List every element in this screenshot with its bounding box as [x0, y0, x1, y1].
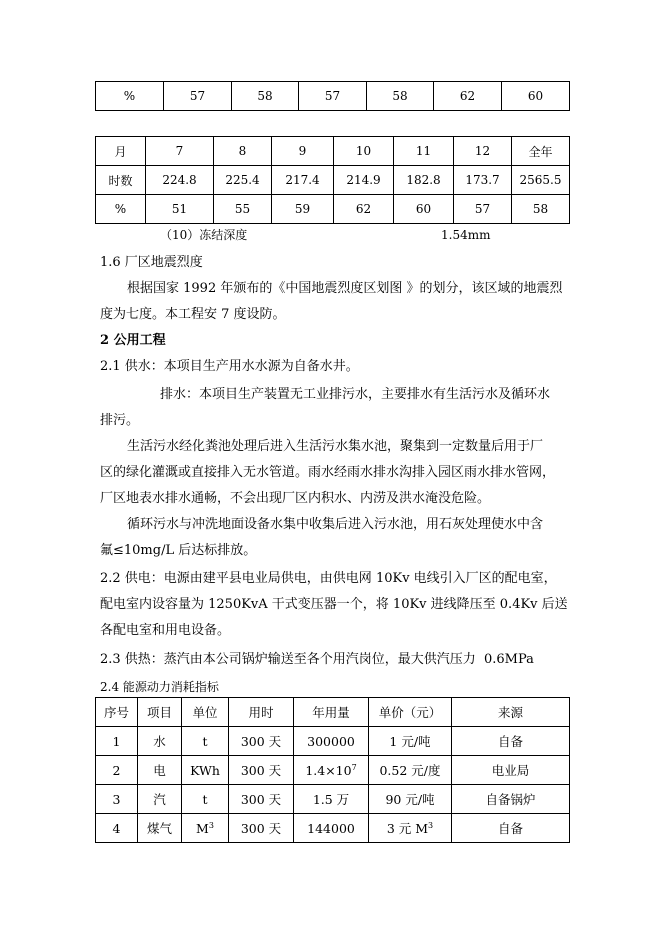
table-row [96, 727, 570, 756]
paragraph-line: 区的绿化灌溉或直接排入无水管道。雨水经雨水排水沟排入园区雨水排水管网， [100, 465, 556, 480]
table-cell: 煤气 [138, 814, 182, 843]
steam-pressure-value: 0.6MPa [484, 652, 534, 667]
table-cell: 57 [454, 195, 512, 224]
table-cell: 1 元/吨 [369, 727, 452, 756]
unit-base: M [196, 820, 209, 836]
paragraph-line: 配电室内设容量为 1250KvA 干式变压器一个，将 10Kv 进线降压至 0.4Kv 后送 [100, 597, 568, 612]
table-header-cell: 项目 [138, 698, 182, 727]
table-header-cell: 8 [214, 137, 272, 166]
table-cell: % [96, 82, 164, 111]
table-cell: 51 [146, 195, 214, 224]
table-row [96, 195, 570, 224]
table-cell: 173.7 [454, 166, 512, 195]
table-cell: 自备 [452, 814, 570, 843]
paragraph-line: 各配电室和用电设备。 [100, 623, 231, 638]
price-exponent: 3 [428, 820, 434, 830]
table-cell: 62 [334, 195, 394, 224]
table-cell: 57 [164, 82, 232, 111]
table-cell: t [182, 785, 229, 814]
table-cell: 55 [214, 195, 272, 224]
table-cell: 自备 [452, 727, 570, 756]
paragraph-line: 2.2 供电：电源由建平县电业局供电，由供电网 10Kv 电线引入厂区的配电室， [100, 571, 557, 586]
table-cell: 1 [96, 727, 138, 756]
table-header-cell: 年用量 [294, 698, 369, 727]
table-cell: 62 [434, 82, 502, 111]
table-cell: 182.8 [394, 166, 454, 195]
table-header-cell: 11 [394, 137, 454, 166]
table-cell: 1.5 万 [294, 785, 369, 814]
table-cell: 300 天 [229, 785, 294, 814]
section-heading-2: 2 公用工程 [100, 333, 166, 348]
table-header-cell: 来源 [452, 698, 570, 727]
table-cell: % [96, 195, 146, 224]
table-row [96, 756, 570, 785]
table-cell [369, 814, 452, 843]
table-cell: 224.8 [146, 166, 214, 195]
table-cell: 90 元/吨 [369, 785, 452, 814]
table-cell: 300 天 [229, 727, 294, 756]
table-cell: 4 [96, 814, 138, 843]
table-cell: 225.4 [214, 166, 272, 195]
table-cell: 3 [96, 785, 138, 814]
annual-base: 1.4×10 [305, 762, 352, 778]
table-row [96, 698, 570, 727]
table-row [96, 814, 570, 843]
frost-depth-label: （10）冻结深度 [160, 228, 248, 242]
paragraph-line: 厂区地表水排水通畅，不会出现厂区内积水、内涝及洪水淹没危险。 [100, 491, 491, 506]
table-cell: t [182, 727, 229, 756]
table-cell: 59 [272, 195, 334, 224]
paragraph-line: 2.1 供水：本项目生产用水水源为自备水井。 [100, 359, 359, 374]
table-cell: 300 天 [229, 814, 294, 843]
table-row [96, 82, 570, 111]
table-cell: 水 [138, 727, 182, 756]
table-header-cell: 9 [272, 137, 334, 166]
paragraph-line: 氟≤10mg/L 后达标排放。 [100, 543, 257, 558]
table-header-cell: 月 [96, 137, 146, 166]
table-cell: 214.9 [334, 166, 394, 195]
table-cell: 2565.5 [512, 166, 570, 195]
table-cell: 57 [299, 82, 367, 111]
paragraph-line: 2.3 供热：蒸汽由本公司锅炉输送至各个用汽岗位，最大供汽压力 [100, 652, 476, 667]
table-cell: 60 [502, 82, 570, 111]
humidity-table-continued [95, 81, 570, 111]
paragraph-line: 循环污水与冲洗地面设备水集中收集后进入污水池，用石灰处理使水中含 [127, 517, 544, 532]
table-cell: 电 [138, 756, 182, 785]
table-cell: 58 [367, 82, 434, 111]
table-header-cell: 全年 [512, 137, 570, 166]
table-cell: 58 [512, 195, 570, 224]
price-base: 3 元 M [386, 821, 429, 836]
table-cell: 60 [394, 195, 454, 224]
unit-exponent: 3 [208, 820, 214, 830]
table-cell [182, 814, 229, 843]
table-cell: 2 [96, 756, 138, 785]
table-cell: 58 [232, 82, 299, 111]
annual-exponent: 7 [351, 762, 357, 772]
table-header-cell: 序号 [96, 698, 138, 727]
table-header-cell: 单价（元） [369, 698, 452, 727]
energy-consumption-table [95, 697, 570, 843]
table-cell: 300000 [294, 727, 369, 756]
paragraph-line: 排水：本项目生产装置无工业排污水，主要排水有生活污水及循环水 [160, 387, 551, 402]
table-header-cell: 10 [334, 137, 394, 166]
section-heading-2-4: 2.4 能源动力消耗指标 [100, 680, 219, 694]
paragraph-line: 排污。 [100, 413, 140, 428]
paragraph-line: 生活污水经化粪池处理后进入生活污水集水池，聚集到一定数量后用于厂 [127, 439, 544, 454]
table-row [96, 785, 570, 814]
section-heading-1-6: 1.6 厂区地震烈度 [100, 255, 203, 270]
sunshine-hours-table [95, 136, 570, 224]
table-header-cell: 用时 [229, 698, 294, 727]
table-cell: 自备锅炉 [452, 785, 570, 814]
table-cell: 0.52 元/度 [369, 756, 452, 785]
table-cell: 电业局 [452, 756, 570, 785]
table-cell [294, 756, 369, 785]
table-row [96, 166, 570, 195]
table-cell: 144000 [294, 814, 369, 843]
table-cell: 时数 [96, 166, 146, 195]
table-header-cell: 单位 [182, 698, 229, 727]
paragraph-line: 根据国家 1992 年颁布的《中国地震烈度区划图 》的划分，该区域的地震烈 [127, 281, 563, 296]
table-cell: 300 天 [229, 756, 294, 785]
paragraph-line: 度为七度。本工程安 7 度设防。 [100, 307, 286, 322]
table-header-cell: 7 [146, 137, 214, 166]
table-cell: KWh [182, 756, 229, 785]
table-row [96, 137, 570, 166]
table-cell: 217.4 [272, 166, 334, 195]
table-cell: 汽 [138, 785, 182, 814]
frost-depth-value: 1.54mm [441, 228, 491, 242]
table-header-cell: 12 [454, 137, 512, 166]
